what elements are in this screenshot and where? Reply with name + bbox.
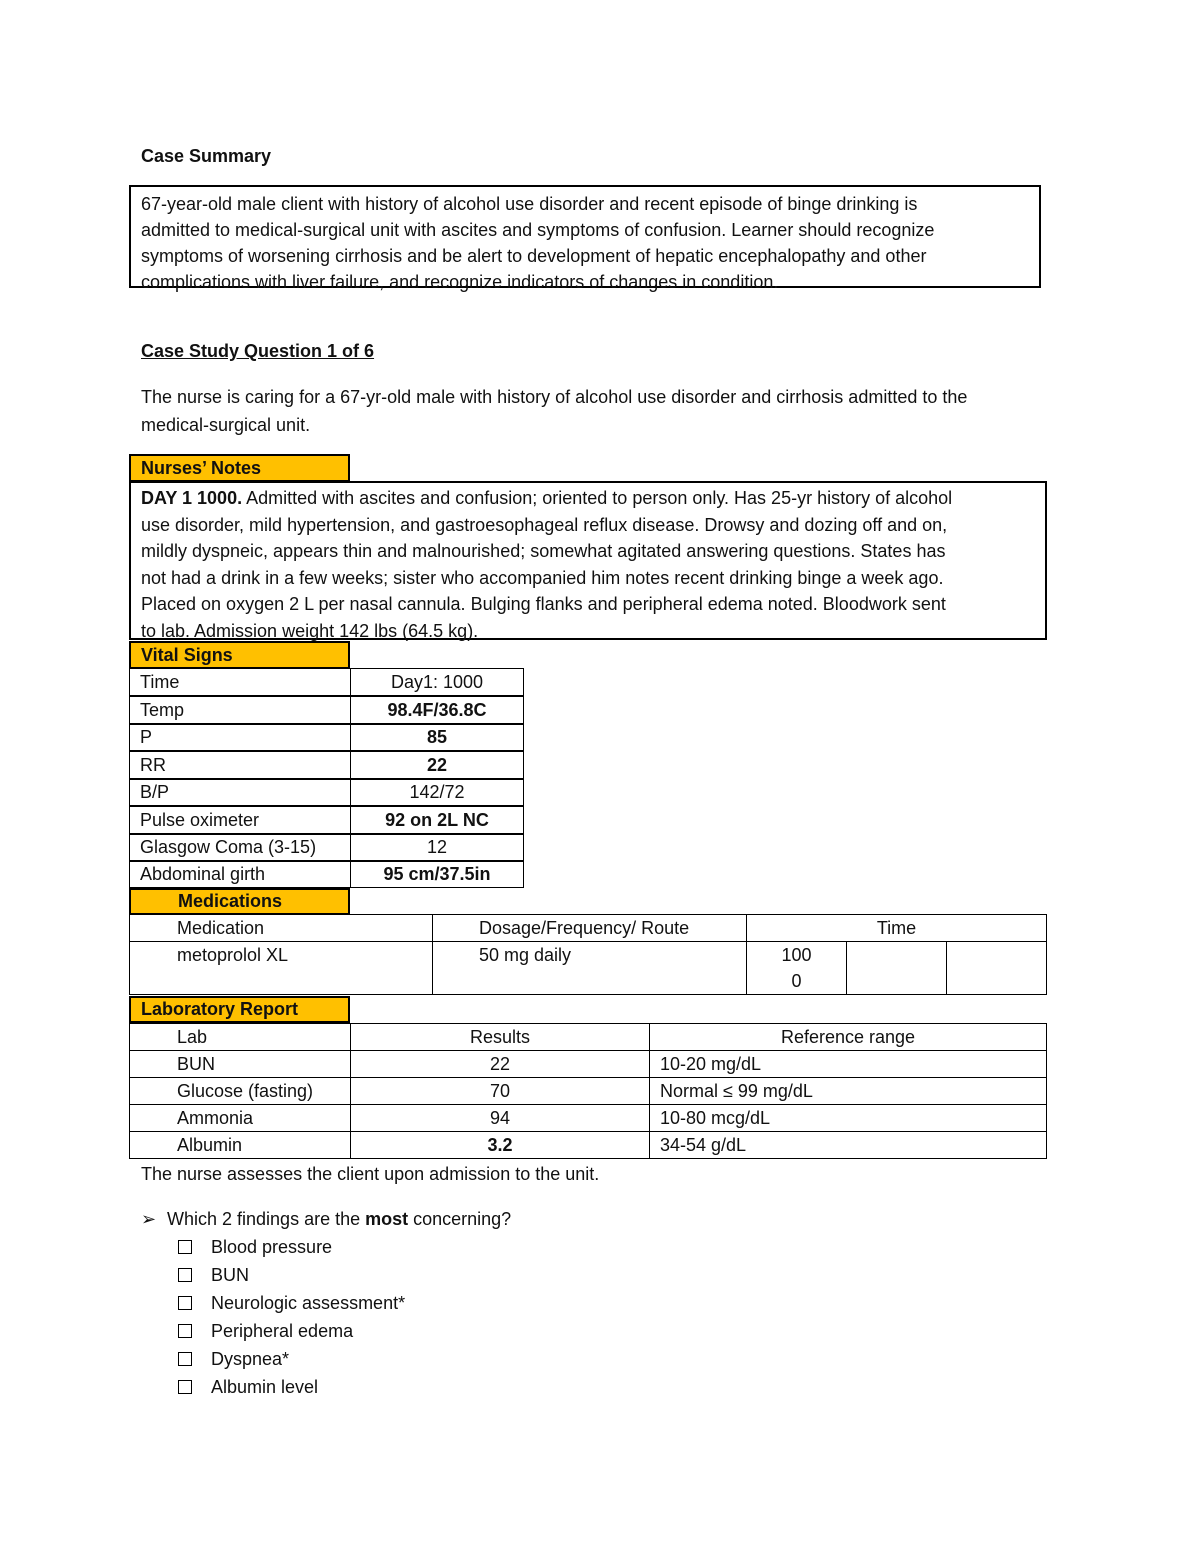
med-dosage: 50 mg daily: [432, 941, 747, 995]
case-summary-line: complications with liver failure, and recognize indicators of changes in condition.: [141, 272, 779, 292]
lab-name: Glucose (fasting): [129, 1077, 351, 1105]
option-label: Neurologic assessment*: [211, 1293, 406, 1313]
vital-value: 85: [350, 724, 524, 751]
case-summary-heading: Case Summary: [141, 146, 272, 166]
vital-label: P: [129, 724, 351, 751]
lab-range: 34-54 g/dL: [649, 1131, 1047, 1159]
vital-signs-header: Vital Signs: [129, 641, 350, 669]
option-item[interactable]: [178, 1318, 354, 1344]
case-summary-line: 67-year-old male client with history of alcohol use disorder and recent episode of binge drinking is: [141, 194, 918, 214]
lab-name: BUN: [129, 1050, 351, 1078]
checkbox-icon[interactable]: [178, 1324, 192, 1338]
lab-result: 70: [350, 1077, 650, 1105]
lab-range: Normal ≤ 99 mg/dL: [649, 1077, 1047, 1105]
med-time-line: 0: [791, 971, 802, 991]
med-time-line: 100: [781, 945, 812, 965]
nurses-notes-header: Nurses’ Notes: [129, 454, 350, 482]
med-time: [746, 941, 847, 995]
lab-name: Albumin: [129, 1131, 351, 1159]
med-name: metoprolol XL: [129, 941, 433, 995]
nurses-notes-line: to lab. Admission weight 142 lbs (64.5 kg).: [141, 620, 479, 641]
vital-label: B/P: [129, 779, 351, 806]
case-summary-line: admitted to medical-surgical unit with ascites and symptoms of confusion. Learner should recognize: [141, 220, 935, 240]
checkbox-icon[interactable]: [178, 1380, 192, 1394]
checkbox-icon[interactable]: [178, 1296, 192, 1310]
med-time-empty: [846, 941, 947, 995]
lab-report-header: Laboratory Report: [129, 996, 350, 1023]
vital-value: 95 cm/37.5in: [350, 861, 524, 888]
med-column-header: Medication: [129, 914, 433, 942]
case-summary-box: [129, 185, 1041, 292]
option-label: Dyspnea*: [211, 1349, 290, 1369]
nurses-notes-line: Admitted with ascites and confusion; oriented to person only. Has 25-yr history of alcohol: [242, 488, 953, 508]
checkbox-icon[interactable]: [178, 1352, 192, 1366]
prompt-emphasis: most: [365, 1209, 409, 1229]
lab-result: 94: [350, 1104, 650, 1132]
option-item[interactable]: [178, 1346, 290, 1372]
lab-column-header: Reference range: [649, 1023, 1047, 1051]
med-column-header: Dosage/Frequency/ Route: [432, 914, 747, 942]
lab-result: 3.2: [350, 1131, 650, 1159]
medications-header: Medications: [129, 888, 350, 915]
lab-column-header: Results: [350, 1023, 650, 1051]
vital-value: 12: [350, 834, 524, 861]
vital-label: Abdominal girth: [129, 861, 351, 888]
lab-result: 22: [350, 1050, 650, 1078]
lab-range: 10-20 mg/dL: [649, 1050, 1047, 1078]
prompt-text-end: concerning?: [408, 1209, 512, 1229]
option-item[interactable]: [178, 1234, 333, 1260]
vital-value: 142/72: [350, 779, 524, 806]
nurses-notes-line: not had a drink in a few weeks; sister who accompanied him notes recent drinking binge a week ago.: [141, 567, 944, 588]
assessment-text: The nurse assesses the client upon admission to the unit.: [141, 1164, 600, 1184]
checkbox-icon[interactable]: [178, 1268, 192, 1282]
vital-value: 22: [350, 751, 524, 779]
vital-value: 98.4F/36.8C: [350, 696, 524, 724]
vital-label: Pulse oximeter: [129, 806, 351, 834]
option-label: Blood pressure: [211, 1237, 333, 1257]
checkbox-icon[interactable]: [178, 1240, 192, 1254]
option-label: Peripheral edema: [211, 1321, 354, 1341]
vital-value: Day1: 1000: [350, 668, 524, 696]
vital-label: Glasgow Coma (3-15): [129, 834, 351, 861]
med-column-header: Time: [746, 914, 1047, 942]
option-label: BUN: [211, 1265, 250, 1285]
lab-name: Ammonia: [129, 1104, 351, 1132]
option-item[interactable]: [178, 1374, 319, 1400]
lab-column-header: Lab: [129, 1023, 351, 1051]
nurses-notes-day-label: DAY 1 1000.: [141, 488, 243, 508]
vital-value: 92 on 2L NC: [350, 806, 524, 834]
med-time-empty: [946, 941, 1047, 995]
nurses-notes-line: Placed on oxygen 2 L per nasal cannula. Bulging flanks and peripheral edema noted. Bloodwork sent: [141, 594, 946, 614]
question-intro: [141, 383, 967, 439]
question-intro-line: medical-surgical unit.: [141, 415, 311, 435]
vital-label: Temp: [129, 696, 351, 724]
nurses-notes-line: mildly dyspneic, appears thin and malnourished; somewhat agitated answering questions. States has: [141, 541, 946, 561]
nurses-notes-box: [129, 481, 1047, 640]
option-item[interactable]: [178, 1262, 250, 1288]
lab-range: 10-80 mcg/dL: [649, 1104, 1047, 1132]
arrow-bullet-icon: ➢: [141, 1209, 157, 1229]
nurses-notes-line: use disorder, mild hypertension, and gastroesophageal reflux disease. Drowsy and dozing off and on,: [141, 514, 948, 535]
vital-label: Time: [129, 668, 351, 696]
option-label: Albumin level: [211, 1377, 319, 1397]
question-intro-line: The nurse is caring for a 67-yr-old male with history of alcohol use disorder and cirrhosis admitted to the: [141, 387, 968, 407]
question-heading: Case Study Question 1 of 6: [141, 341, 375, 361]
prompt-text: Which 2 findings are the: [167, 1209, 366, 1229]
option-item[interactable]: [178, 1290, 406, 1316]
vital-label: RR: [129, 751, 351, 779]
case-summary-line: symptoms of worsening cirrhosis and be alert to development of hepatic encephalopathy and other: [141, 246, 927, 266]
prompt: [141, 1206, 511, 1232]
